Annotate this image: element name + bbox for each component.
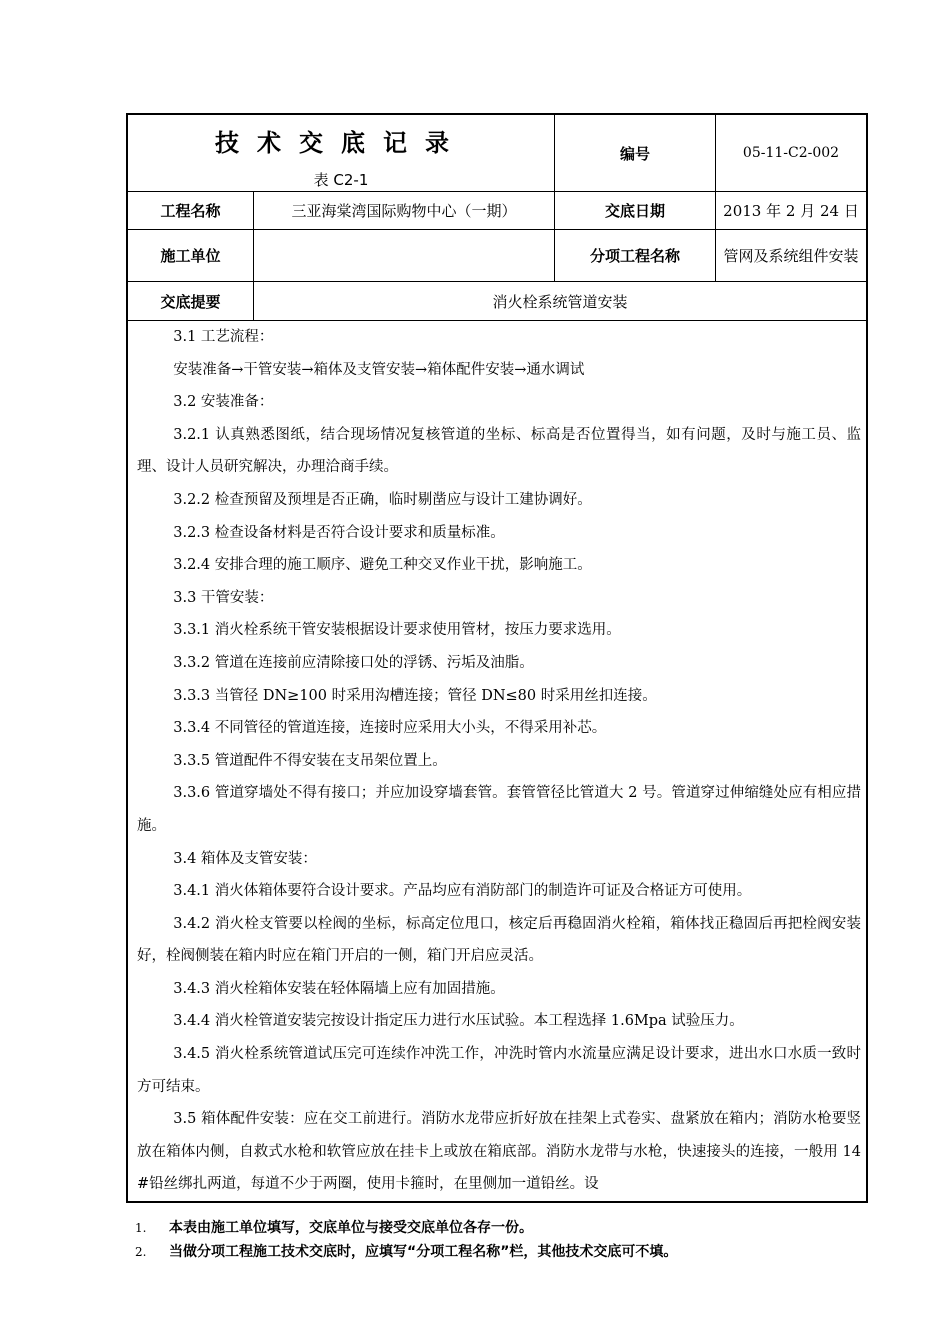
content-paragraph: 3.4 箱体及支管安装： bbox=[173, 850, 317, 867]
subproject-label: 分项工程名称 bbox=[589, 247, 680, 265]
content-paragraph: 3.3 干管安装： bbox=[173, 589, 274, 606]
footnote-number: 2. bbox=[135, 1245, 147, 1259]
subproject-value: 管网及系统组件安装 bbox=[723, 246, 859, 265]
content-paragraph: 3.5 箱体配件安装：应在交工前进行。消防水龙带应折好放在挂架上式卷实、盘紧放在箱内；消防水枪要竖放在箱体内侧，自救式水枪和软管应放在挂卡上或放在箱底部。消防水龙带与水枪，快速接头的连接，一般用 14#铅丝绑扎两道，每道不少于两圈，使用卡箍时，在里侧加一道铅丝。设 bbox=[137, 1111, 861, 1193]
footnote-number: 1. bbox=[135, 1221, 147, 1235]
number-value: 05-11-C2-002 bbox=[742, 145, 840, 161]
content-paragraph: 3.2.2 检查预留及预埋是否正确，临时剔凿应与设计工建协调好。 bbox=[173, 491, 592, 508]
summary-value: 消火栓系统管道安装 bbox=[492, 292, 628, 311]
summary-label: 交底提要 bbox=[160, 292, 221, 311]
form-title: 技术交底记录 bbox=[215, 129, 467, 157]
date-value: 2013 年 2 月 24 日 bbox=[723, 202, 859, 220]
project-label: 工程名称 bbox=[160, 202, 221, 220]
content-paragraph: 3.4.2 消火栓支管要以栓阀的坐标，标高定位甩口，核定后再稳固消火栓箱，箱体找正稳固后再把栓阀安装好，栓阀侧装在箱内时应在箱门开启的一侧，箱门开启应灵活。 bbox=[137, 915, 861, 965]
footnote bbox=[135, 1216, 875, 1240]
content-paragraph: 3.3.5 管道配件不得安装在支吊架位置上。 bbox=[173, 752, 447, 769]
footnotes bbox=[135, 1216, 875, 1264]
content-paragraph: 3.3.1 消火栓系统干管安装根据设计要求使用管材，按压力要求选用。 bbox=[173, 622, 621, 639]
contractor-value bbox=[254, 230, 554, 281]
content-paragraph: 3.4.1 消火体箱体要符合设计要求。产品均应有消防部门的制造许可证及合格证方可使用。 bbox=[173, 883, 752, 900]
content-paragraph: 3.4.3 消火栓箱体安装在轻体隔墙上应有加固措施。 bbox=[173, 980, 505, 997]
content-paragraph: 3.4.5 消火栓系统管道试压完可连续作冲洗工作，冲洗时管内水流量应满足设计要求，进出水口水质一致时方可结束。 bbox=[137, 1046, 861, 1095]
footnote bbox=[135, 1240, 875, 1264]
content-paragraph: 3.3.4 不同管径的管道连接，连接时应采用大小头，不得采用补芯。 bbox=[173, 720, 607, 737]
content-paragraph: 3.1 工艺流程： bbox=[173, 329, 274, 345]
content-paragraph: 3.2.3 检查设备材料是否符合设计要求和质量标准。 bbox=[173, 524, 505, 541]
disclosure-content bbox=[137, 321, 861, 1201]
content-paragraph: 3.3.6 管道穿墙处不得有接口；并应加设穿墙套管。套管管径比管道大 2 号。管道穿过伸缩缝处应有相应措施。 bbox=[137, 785, 861, 834]
contractor-label: 施工单位 bbox=[160, 247, 221, 265]
date-label: 交底日期 bbox=[604, 202, 665, 220]
form-code: 表 C2-1 bbox=[313, 171, 369, 189]
content-paragraph: 3.2 安装准备： bbox=[173, 394, 274, 411]
content-paragraph: 3.3.2 管道在连接前应清除接口处的浮锈、污垢及油脂。 bbox=[173, 654, 534, 671]
footnote-text: 本表由施工单位填写，交底单位与接受交底单位各存一份。 bbox=[169, 1220, 533, 1236]
content-paragraph: 3.4.4 消火栓管道安装完按设计指定压力进行水压试验。本工程选择 1.6Mpa 试验压力。 bbox=[173, 1013, 744, 1030]
content-paragraph: 3.2.4 安排合理的施工顺序、避免工种交叉作业干扰，影响施工。 bbox=[173, 557, 592, 574]
content-paragraph: 3.2.1 认真熟悉图纸，结合现场情况复核管道的坐标、标高是否位置得当，如有问题，及时与施工员、监理、设计人员研究解决，办理洽商手续。 bbox=[137, 426, 861, 476]
content-paragraph: 3.3.3 当管径 DN≥100 时采用沟槽连接；管径 DN≤80 时采用丝扣连接。 bbox=[173, 687, 657, 704]
footnote-text: 当做分项工程施工技术交底时，应填写“分项工程名称”栏，其他技术交底可不填。 bbox=[169, 1244, 678, 1260]
tech-disclosure-form bbox=[126, 113, 868, 1203]
project-value: 三亚海棠湾国际购物中心（一期） bbox=[291, 202, 517, 220]
content-paragraph: 安装准备→干管安装→箱体及支管安装→箱体配件安装→通水调试 bbox=[173, 361, 585, 378]
number-label: 编号 bbox=[619, 144, 650, 163]
